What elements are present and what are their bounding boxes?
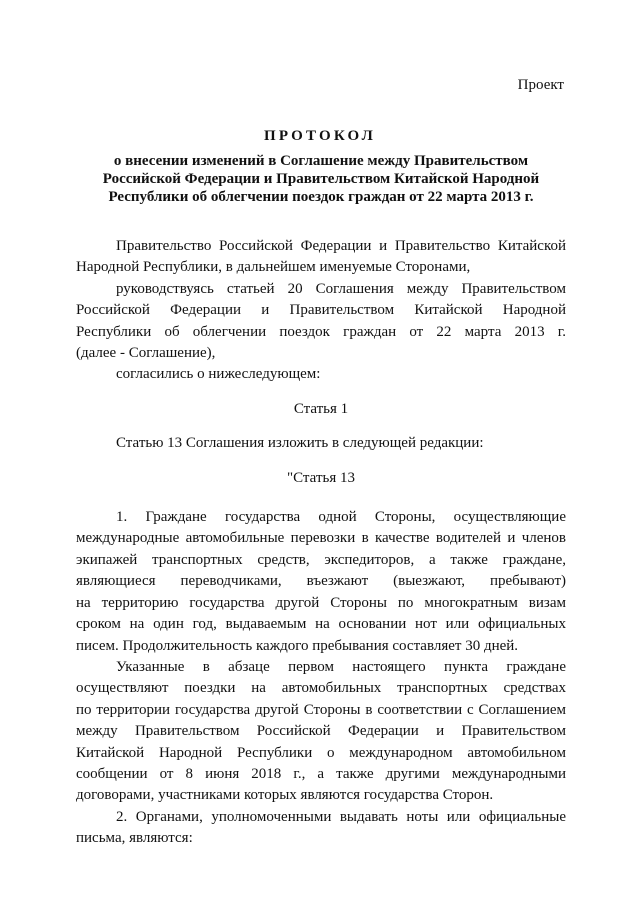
preamble-paragraph-parties bbox=[76, 236, 566, 279]
text-line: на территорию государства другой Стороны по многократным визам bbox=[76, 594, 566, 611]
text-line: договорами, участниками которых являются государства Сторон. bbox=[76, 787, 494, 804]
text-line: являющиеся переводчиками, въезжают (выезжают, пребывают) bbox=[76, 573, 566, 590]
text-line: между Правительством Российской Федерации и Правительством bbox=[76, 723, 566, 740]
document-title: ПРОТОКОЛ bbox=[263, 128, 377, 144]
text-line: письма, являются: bbox=[76, 830, 193, 847]
document-body bbox=[76, 236, 566, 850]
text-line: Указанные в абзаце первом настоящего пункта граждане bbox=[116, 658, 566, 675]
article-1-heading: Статья 1 bbox=[293, 400, 349, 417]
article-13-point-2 bbox=[76, 807, 566, 850]
text-line: международные автомобильные перевозки в качестве водителей и членов bbox=[76, 530, 566, 547]
subtitle-line: Республики об облегчении поездок граждан от 22 марта 2013 г. bbox=[108, 189, 534, 205]
preamble-paragraph-agreed bbox=[76, 364, 566, 385]
text-line: по территории государства другой Стороны в соответствии с Соглашением bbox=[76, 701, 566, 718]
article-13-heading: "Статья 13 bbox=[287, 469, 355, 486]
text-line: Статью 13 Соглашения изложить в следующей редакции: bbox=[116, 435, 484, 452]
text-line: писем. Продолжительность каждого пребывания составляет 30 дней. bbox=[76, 637, 519, 654]
text-line: Правительство Российской Федерации и Правительство Китайской bbox=[116, 238, 566, 254]
text-line: экипажей транспортных средств, экспедиторов, а также граждане, bbox=[76, 551, 566, 568]
text-line: сроком на один год, выдаваемым на основании нот или официальных bbox=[76, 616, 566, 633]
text-line: 1. Граждане государства одной Стороны, осуществляющие bbox=[116, 509, 566, 526]
article-1-intro bbox=[76, 433, 566, 454]
text-line: Народной Республики, в дальнейшем именуемые Сторонами, bbox=[76, 259, 471, 276]
text-line: Китайской Народной Республики о международном автомобильном bbox=[76, 744, 566, 761]
text-line: сообщении от 8 июня 2018 г., а также другими международными bbox=[76, 765, 566, 782]
text-line: Российской Федерации и Правительством Китайской Народной bbox=[76, 302, 566, 319]
preamble-paragraph-basis bbox=[76, 279, 566, 365]
text-line: (далее - Соглашение), bbox=[76, 345, 216, 362]
text-line: Республики об облегчении поездок граждан от 22 марта 2013 г. bbox=[76, 323, 566, 340]
document-subtitle bbox=[76, 152, 566, 206]
article-13-point-1 bbox=[76, 507, 566, 657]
text-line: осуществляют поездки на автомобильных транспортных средствах bbox=[76, 680, 566, 697]
text-line: руководствуясь статьей 20 Соглашения между Правительством bbox=[116, 280, 566, 297]
article-13-point-1-paragraph-2 bbox=[76, 657, 566, 807]
text-line: согласились о нижеследующем: bbox=[116, 366, 321, 383]
text-line: 2. Органами, уполномоченными выдавать ноты или официальные bbox=[116, 808, 566, 825]
subtitle-line: о внесении изменений в Соглашение между Правительством bbox=[113, 153, 529, 169]
draft-mark: Проект bbox=[517, 77, 564, 93]
subtitle-line: Российской Федерации и Правительством Китайской Народной bbox=[102, 171, 540, 187]
